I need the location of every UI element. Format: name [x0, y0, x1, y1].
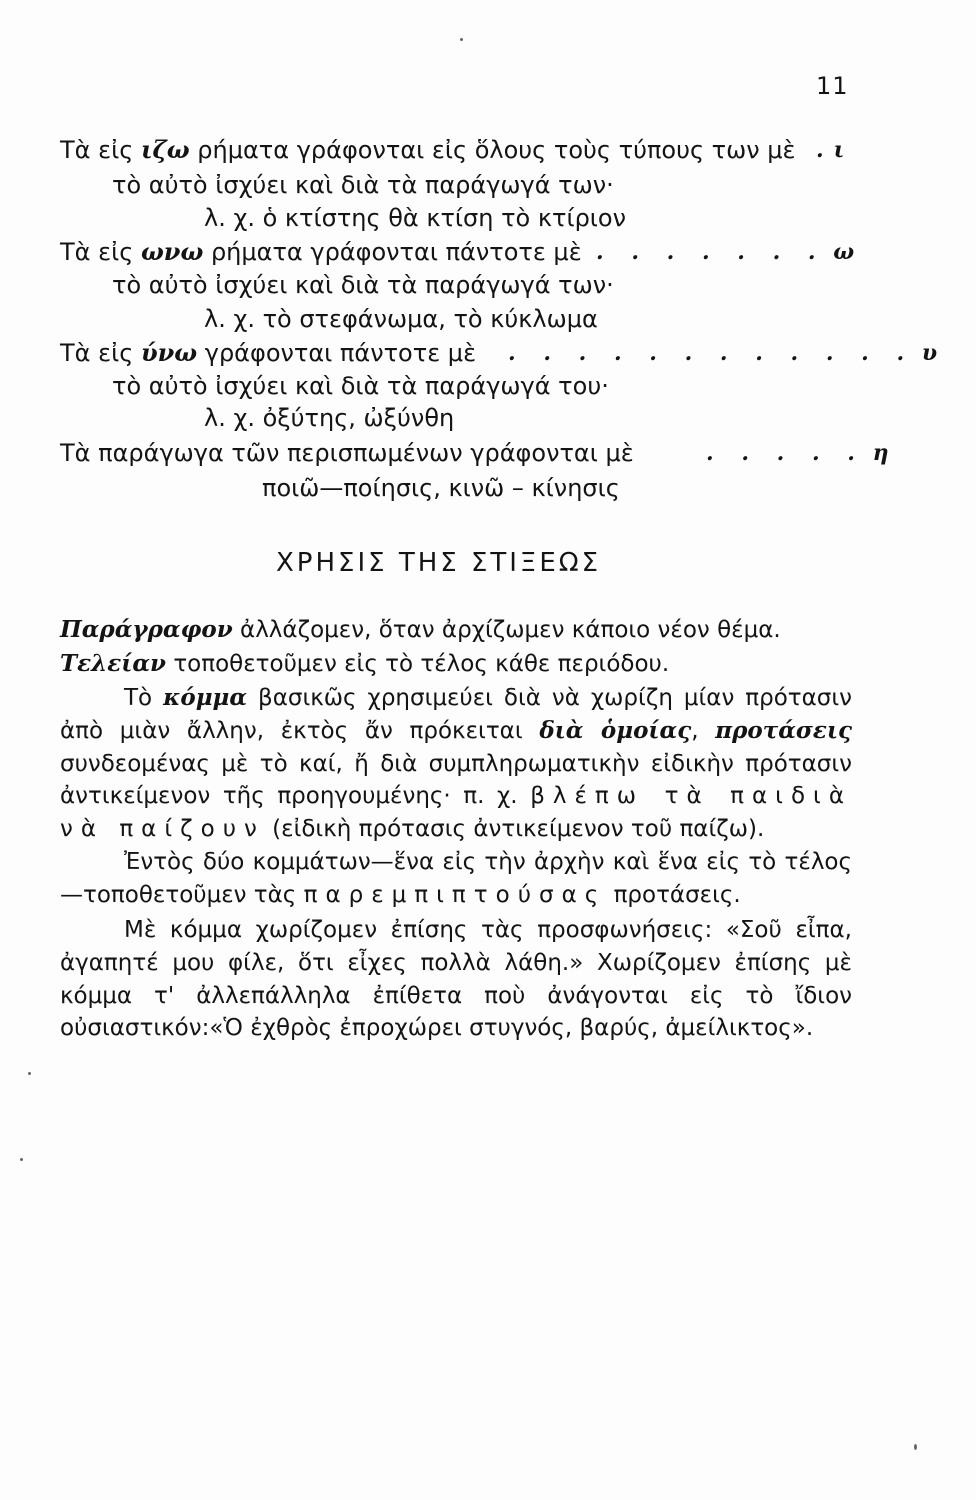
paragraph-4-spaced: παρεμπιπτούσας [303, 881, 607, 908]
rule-2-example: λ. χ. τὸ στεφάνωμα, τὸ κύκλωμα [204, 305, 598, 333]
paragraph-3-text-b: συνδεομένας μὲ τὸ καί, ἤ διὰ συμπληρωματικὴν εἰδικὴν πρότασιν ἀντικείμενον τῆς προηγουμένης· π. χ. [60, 750, 852, 810]
paragraph-3-sep: , [691, 717, 699, 744]
rule-1-subline: τὸ αὐτὸ ἰσχύει καὶ διὰ τὰ παράγωγά των· [112, 171, 614, 199]
paragraph-1-text: ἀλλάζομεν, ὅταν ἀρχίζωμεν κάποιο νέον θέμα. [240, 617, 781, 643]
section-title: ΧΡΗΣΙΣ ΤΗΣ ΣΤΙΞΕΩΣ [276, 548, 602, 578]
rule-2-head-post: ρήματα γράφονται πάντοτε μὲ [210, 238, 582, 266]
rule-3-ending: ύνω [140, 338, 198, 367]
paragraph-4-text-b: προτάσεις. [613, 881, 741, 908]
rule-2-head-pre: Τὰ εἰς [60, 238, 134, 266]
rule-4-head-post: παράγωγα τῶν περισπωμένων γράφονται μὲ [98, 439, 634, 467]
rule-3-subline: τὸ αὐτὸ ἰσχύει καὶ διὰ τὰ παράγωγά του· [112, 372, 609, 400]
rule-3-leader-suffix [508, 337, 937, 369]
rule-3-heading [60, 337, 476, 369]
rule-1-ending: ιζω [140, 135, 190, 164]
rule-3-head-pre: Τὰ εἰς [60, 339, 134, 367]
rule-4-head-pre: Τὰ [60, 439, 91, 467]
rule-4-leader: . . . . . [706, 440, 865, 466]
paragraph-3-text-c: (εἰδικὴ πρότασις ἀντικείμενον τοῦ παίζω). [272, 816, 765, 843]
rule-1-leader: . [816, 137, 834, 163]
paragraph-parenthetical [60, 846, 852, 912]
paragraph-5-text: Μὲ κόμμα χωρίζομεν ἐπίσης τὰς προσφωνήσεις: «Σοῦ εἶπα, ἀγαπητέ μου φίλε, ὅτι εἶχες πολλὰ λάθη.» Χωρίζομεν ἐπίσης μὲ κόμμα τ' ἀλλεπάλληλα ἐπίθετα ποὺ ἀνάγονται εἰς τὸ ἴδιον οὐσιαστικόν:«Ὁ ἐχθρὸς ἐπροχώρει στυγνός, βαρύς, ἀμείλικτος». [60, 917, 852, 1042]
rule-2-heading [60, 236, 582, 268]
rule-4-suffix: η [872, 440, 889, 466]
rule-1-head-post: ρήματα γράφονται εἰς ὅλους τοὺς τύπους των μὲ [197, 136, 796, 164]
rule-2-leader: . . . . . . . [596, 239, 826, 265]
rule-2-subline: τὸ αὐτὸ ἰσχύει καὶ διὰ τὰ παράγωγά των· [112, 271, 614, 299]
rule-4-leader-suffix [706, 437, 889, 469]
rule-1-heading [60, 134, 796, 166]
rule-1-suffix: ι [833, 137, 845, 163]
rule-3-head-post: γράφονται πάντοτε μὲ [204, 339, 477, 367]
paragraph-2-text: τοποθετοῦμεν εἰς τὸ τέλος κάθε περιόδου. [173, 651, 670, 677]
rule-1-leader-suffix [816, 134, 844, 166]
paragraph-addresses [60, 914, 852, 1045]
term-protaseis: προτάσεις [715, 716, 852, 744]
rule-1-head-pre: Τὰ εἰς [60, 136, 134, 164]
term-teleia: Τελείαν [60, 650, 166, 677]
page-number: 11 [816, 72, 849, 100]
rule-3-leader: . . . . . . . . . . . . [508, 340, 915, 366]
paragraph-3-text-a: βασικῶς χρησιμεύει διὰ νὰ χωρίζη μίαν πρότασιν ἀπὸ μιὰν ἄλλην, ἐκτὸς ἄν πρόκειται [60, 685, 853, 744]
paragraph-teleia [60, 648, 852, 681]
paragraph-komma [60, 682, 852, 846]
term-paragraphos: Παράγραφον [60, 616, 233, 643]
paragraph-4-text-a: Ἐντὸς δύο κομμάτων—ἕνα εἰς τὴν ἀρχὴν καὶ ἕνα εἰς τὸ τέλος—τοποθετοῦμεν τὰς [60, 849, 852, 908]
rule-4-example: ποιῶ—ποίησις, κινῶ – κίνησις [262, 474, 620, 502]
scan-speck [914, 1444, 917, 1450]
scan-speck [460, 38, 463, 41]
term-dia-omoias: διὰ ὁμοίας [539, 716, 692, 744]
paragraph-3-lead: Τὸ [124, 685, 153, 711]
scan-speck [20, 1158, 23, 1161]
rule-3-suffix: υ [921, 340, 938, 366]
scan-speck [28, 1072, 31, 1075]
rule-2-ending: ωνω [140, 237, 204, 266]
paragraph-paragraphos [60, 614, 852, 647]
rule-4-heading [60, 437, 634, 469]
rule-2-leader-suffix [596, 236, 854, 268]
rule-1-example: λ. χ. ὁ κτίστης θὰ κτίση τὸ κτίριον [204, 204, 627, 232]
term-komma: κόμμα [163, 684, 248, 711]
rule-2-suffix: ω [833, 239, 855, 265]
paragraph-3-example: βλέπω τὰ παιδιὰ νὰ παίζουν [60, 783, 852, 843]
rule-3-example: λ. χ. ὀξύτης, ὠξύνθη [204, 404, 455, 432]
